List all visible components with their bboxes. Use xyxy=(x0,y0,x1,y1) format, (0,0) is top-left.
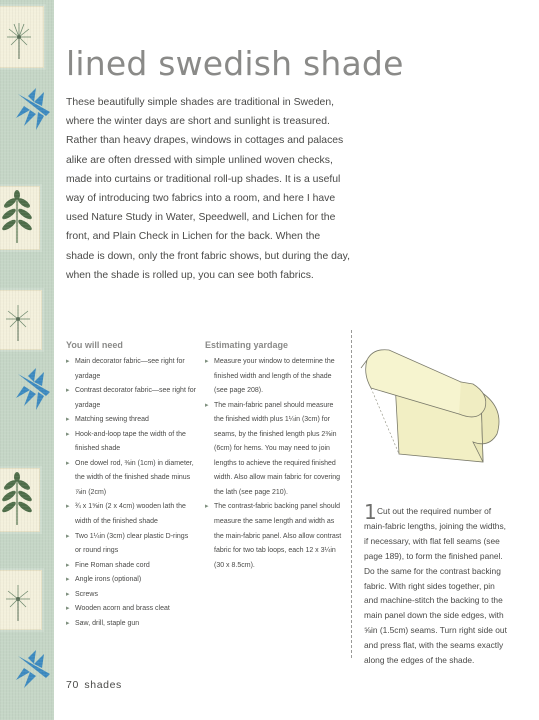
list-item: ▸ Contrast decorator fabric—see right for xyxy=(66,384,200,399)
intro-paragraph: These beautifully simple shades are traditional in Sweden, where the winter days are short and sunlight is treasured. Rather than heavy drapes, windows in cottages and palaces alike are often dressed with simple unlined woven checks, made into curtains or traditional roll-up shades. It is a useful way of introducing two fabrics into a room, and here I have used Nature Study in Water, Speedwell, and Lichen for the front, and Plain Check in Lichen for the back. When the shade is down, only the front fabric shows, but during the day, when the shade is rolled up, you can see both fabrics. xyxy=(66,97,350,281)
list-item: yardage xyxy=(75,401,101,409)
list-item: the lath (see page 210). xyxy=(214,488,288,496)
list-item: finished width and length of the shade xyxy=(214,372,332,380)
list-item: ▸ Matching sewing thread xyxy=(66,413,200,428)
dandelion-motif-icon xyxy=(0,290,42,350)
dandelion-motif-icon xyxy=(0,6,44,68)
blue-fern-motif-icon xyxy=(14,650,54,706)
list-item: (see page 208). xyxy=(214,387,264,395)
list-item: ⅞in (2cm) xyxy=(75,488,107,496)
estimating-yardage-list xyxy=(205,355,347,573)
list-item: ▸ Main decorator fabric—see right for xyxy=(66,355,200,370)
list-item: ▸ Screws xyxy=(66,588,200,603)
blue-fern-motif-icon xyxy=(14,368,54,424)
list-item: ▸ The main-fabric panel should measure xyxy=(205,399,347,414)
list-item: ▸ Two 1¼in (3cm) clear plastic D-rings xyxy=(66,530,200,545)
you-will-need-heading: You will need xyxy=(66,340,123,350)
list-item: ▸ Hook-and-loop tape the width of the xyxy=(66,428,200,443)
list-item: ▸ ¾ x 1⅝in (2 x 4cm) wooden lath the xyxy=(66,500,200,515)
list-item: (30 x 8.5cm). xyxy=(214,561,255,569)
estimating-yardage-heading: Estimating yardage xyxy=(205,340,289,350)
list-item: or round rings xyxy=(75,547,119,555)
dandelion-motif-icon xyxy=(0,570,42,630)
list-item: seams, by the finished length plus 2⅜in xyxy=(214,430,337,438)
list-item: yardage xyxy=(75,372,101,380)
list-item: ▸ Measure your window to determine the xyxy=(205,355,347,370)
list-item: finished shade xyxy=(75,445,121,453)
list-item: the width of the finished shade minus xyxy=(75,474,191,482)
list-item: the main-fabric panel. Also allow contrast xyxy=(214,532,342,540)
leaf-sprig-motif-icon xyxy=(0,186,40,250)
page-title: lined swedish shade xyxy=(66,44,404,83)
list-item: width. Also allow main fabric for covering xyxy=(214,474,341,482)
list-item: fabric for two tab loops, each 12 x 3¼in xyxy=(214,547,336,555)
list-item: lengths to achieve the required finished xyxy=(214,459,336,467)
step-text: Cut out the required number of main-fabric lengths, joining the widths, if necessary, with flat fell seams (see page 189), to form the finished panel. Do the same for the contrast backing fabric. With right sides together, pin and machine-stitch the backing to the main panel down the side edges, with ⅝in (1.5cm) seams. Turn right side out and press flat, with the seams exactly along the edges of the shade. xyxy=(364,506,507,666)
folded-fabric-illustration xyxy=(355,338,515,490)
column-divider xyxy=(351,330,352,658)
list-item: ▸ Saw, drill, staple gun xyxy=(66,617,200,632)
list-item: ▸ Fine Roman shade cord xyxy=(66,559,200,574)
section-name: shades xyxy=(84,679,122,691)
list-item: the finished width plus 1¼in (3cm) for xyxy=(214,416,330,424)
list-item: (6cm) for hems. You may need to join xyxy=(214,445,330,453)
list-item: ▸ One dowel rod, ⅜in (1cm) in diameter, xyxy=(66,457,200,472)
list-item: width of the finished shade xyxy=(75,518,158,526)
page-number: 70 xyxy=(66,679,79,691)
you-will-need-list xyxy=(66,355,200,631)
leaf-sprig-motif-icon xyxy=(0,468,40,532)
list-item: ▸ The contrast-fabric backing panel should xyxy=(205,500,347,515)
step-number: 1 xyxy=(364,500,377,524)
page-footer xyxy=(66,679,122,691)
blue-fern-motif-icon xyxy=(14,86,54,146)
list-item: ▸ Angle irons (optional) xyxy=(66,573,200,588)
list-item: measure the same length and width as xyxy=(214,518,335,526)
fabric-border-strip xyxy=(0,0,54,720)
list-item: ▸ Wooden acorn and brass cleat xyxy=(66,602,200,617)
